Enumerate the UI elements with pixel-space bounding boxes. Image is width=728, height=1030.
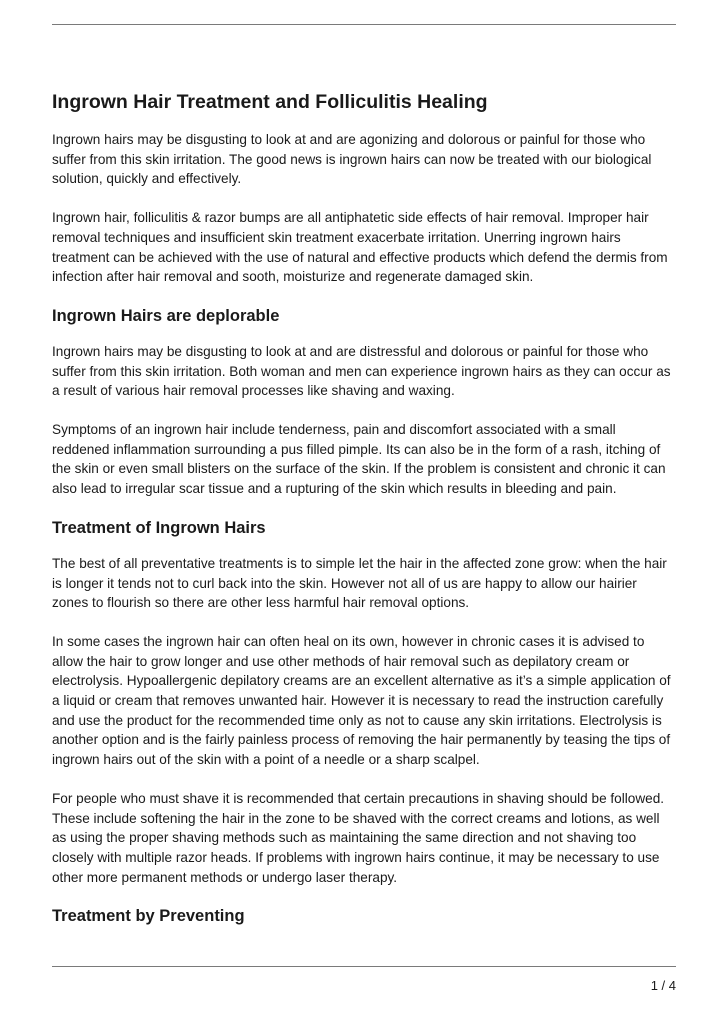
section-paragraph: Symptoms of an ingrown hair include tenderness, pain and discomfort associated with a small reddened inflammation surrounding a pus filled pimple. Its can also be in the form of a rash, itching of the skin or even small blisters on the surface of the skin. If the problem is consistent and chronic it can also lead to irregular scar tissue and a rupturing of the skin which results in bleeding and pain.: [52, 422, 666, 497]
document-title: Ingrown Hair Treatment and Folliculitis Healing: [52, 91, 488, 113]
section-heading-treatment: Treatment of Ingrown Hairs: [52, 518, 266, 537]
section-heading-deplorable: Ingrown Hairs are deplorable: [52, 306, 280, 325]
section-paragraph: In some cases the ingrown hair can often heal on its own, however in chronic cases it is advised to allow the hair to grow longer and use other methods of hair removal such as depilatory cream or electrolysis. Hypoallergenic depilatory creams are an excellent alternative as it’s a simple application of a liquid or cream that removes unwanted hair. However it is necessary to read the instruction carefully and use the product for the recommended time only as not to cause any skin irritations. Electrolysis is another option and is the fairly painless process of removing the hair permanently by teasing the tips of ingrown hairs out of the skin with a point of a needle or a sharp scalpel.: [52, 633, 671, 768]
section-paragraph: For people who must shave it is recommended that certain precautions in shaving should be followed. These include softening the hair in the zone to be shaved with the correct creams and lotions, as well as using the proper shaving methods such as maintaining the same direction and not shaving too closely with multiple razor heads. If problems with ingrown hairs continue, it may be necessary to use other more permanent methods or undergo laser therapy.: [52, 790, 665, 885]
footer-rule: [52, 966, 676, 967]
section-paragraph: The best of all preventative treatments is to simple let the hair in the affected zone grow: when the hair is longer it tends not to curl back into the skin. However not all of us are happy to allow our hairier zones to flourish so there are other less harmful hair removal options.: [52, 555, 667, 611]
section-paragraph: Ingrown hairs may be disgusting to look at and are distressful and dolorous or painful for those who suffer from this skin irritation. Both woman and men can experience ingrown hairs as they can occur as a result of various hair removal processes like shaving and waxing.: [52, 343, 671, 399]
intro-paragraph-1: Ingrown hairs may be disgusting to look at and are agonizing and dolorous or painful for those who suffer from this skin irritation. The good news is ingrown hairs can now be treated with our biological solution, quickly and effectively.: [52, 132, 652, 187]
intro-paragraph-2: Ingrown hair, folliculitis & razor bumps are all antiphatetic side effects of hair removal. Improper hair removal techniques and insufficient skin treatment exacerbate irritation. Unerring ingrown hairs treatment can be achieved with the use of natural and effective products which defend the dermis from infection after hair removal and sooth, moisturize and regenerate damaged skin.: [52, 210, 668, 285]
page-indicator: 1 / 4: [650, 978, 676, 993]
header-rule: [52, 24, 676, 25]
document-body: [52, 90, 676, 942]
section-heading-preventing: Treatment by Preventing: [52, 907, 245, 926]
